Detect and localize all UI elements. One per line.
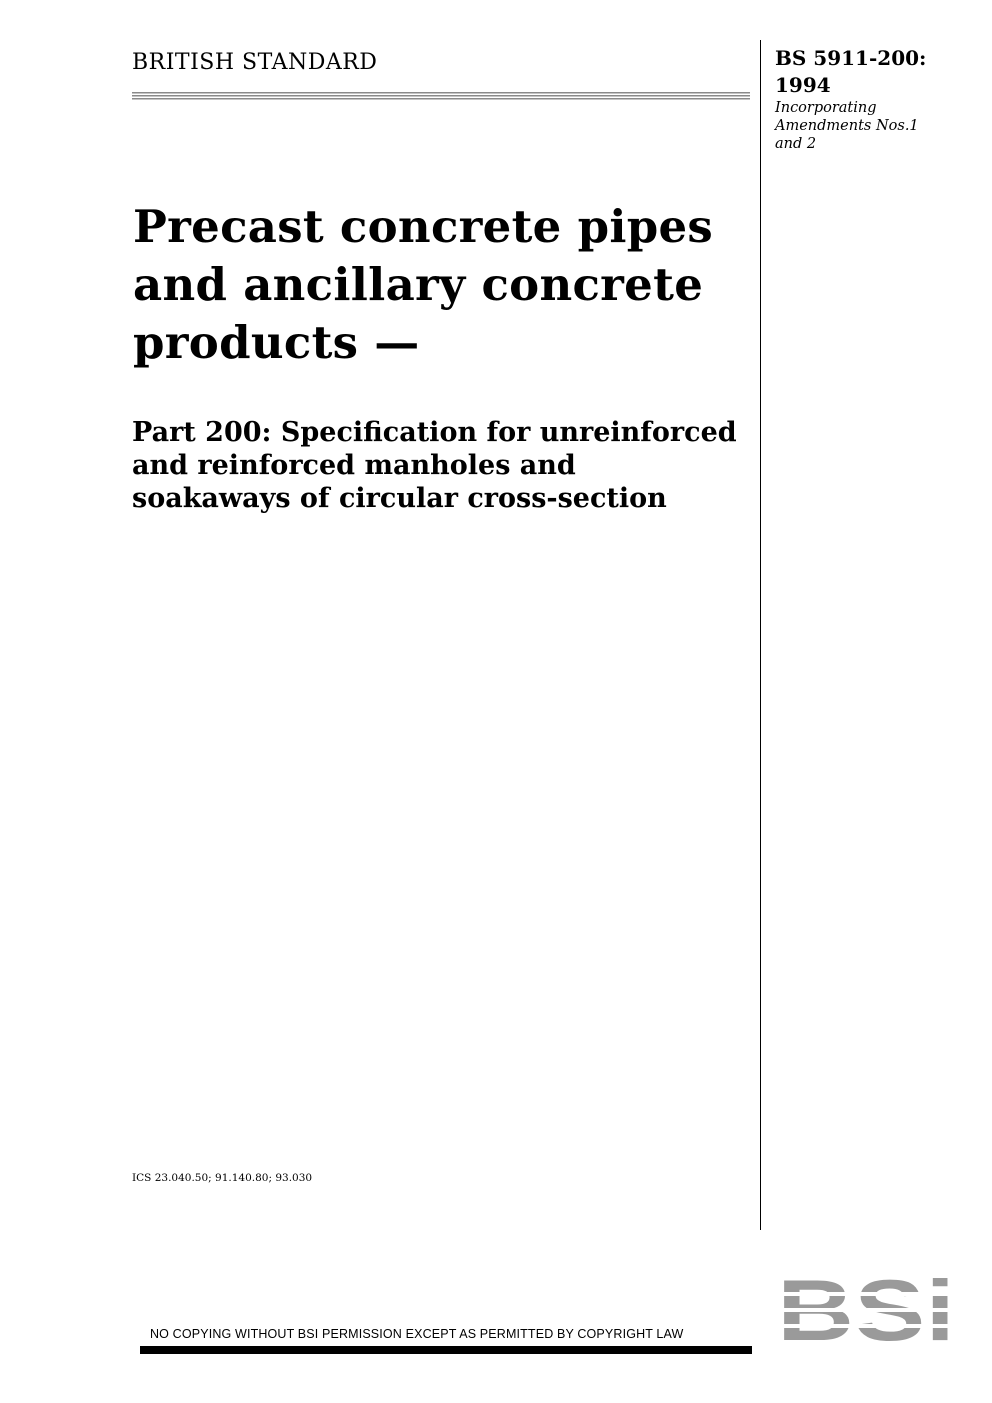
standard-number bbox=[775, 45, 926, 99]
document-title bbox=[133, 198, 713, 372]
amendment-line: Incorporating bbox=[775, 100, 877, 116]
amendment-note bbox=[775, 99, 919, 153]
header-rule bbox=[132, 92, 750, 101]
standard-year-line: 1994 bbox=[775, 73, 831, 97]
amendment-line: and 2 bbox=[775, 136, 817, 152]
ics-codes: ICS 23.040.50; 91.140.80; 93.030 bbox=[132, 1172, 313, 1184]
subtitle-line: soakaways of circular cross-section bbox=[132, 483, 667, 514]
subtitle-line: and reinforced manholes and bbox=[132, 450, 576, 481]
title-line: Precast concrete pipes bbox=[133, 200, 714, 253]
footer-rule bbox=[140, 1346, 752, 1354]
title-line: and ancillary concrete bbox=[133, 258, 704, 311]
column-divider bbox=[760, 40, 761, 1230]
document-series-label: BRITISH STANDARD bbox=[132, 50, 378, 75]
title-line: products — bbox=[133, 316, 420, 369]
copyright-notice: NO COPYING WITHOUT BSI PERMISSION EXCEPT AS PERMITTED BY COPYRIGHT LAW bbox=[150, 1327, 684, 1341]
bsi-logo: BSi bbox=[777, 1278, 955, 1342]
subtitle-line: Part 200: Specification for unreinforced bbox=[132, 417, 737, 448]
document-subtitle bbox=[132, 416, 737, 515]
standard-number-line: BS 5911-200: bbox=[775, 46, 927, 70]
amendment-line: Amendments Nos.1 bbox=[775, 118, 919, 134]
